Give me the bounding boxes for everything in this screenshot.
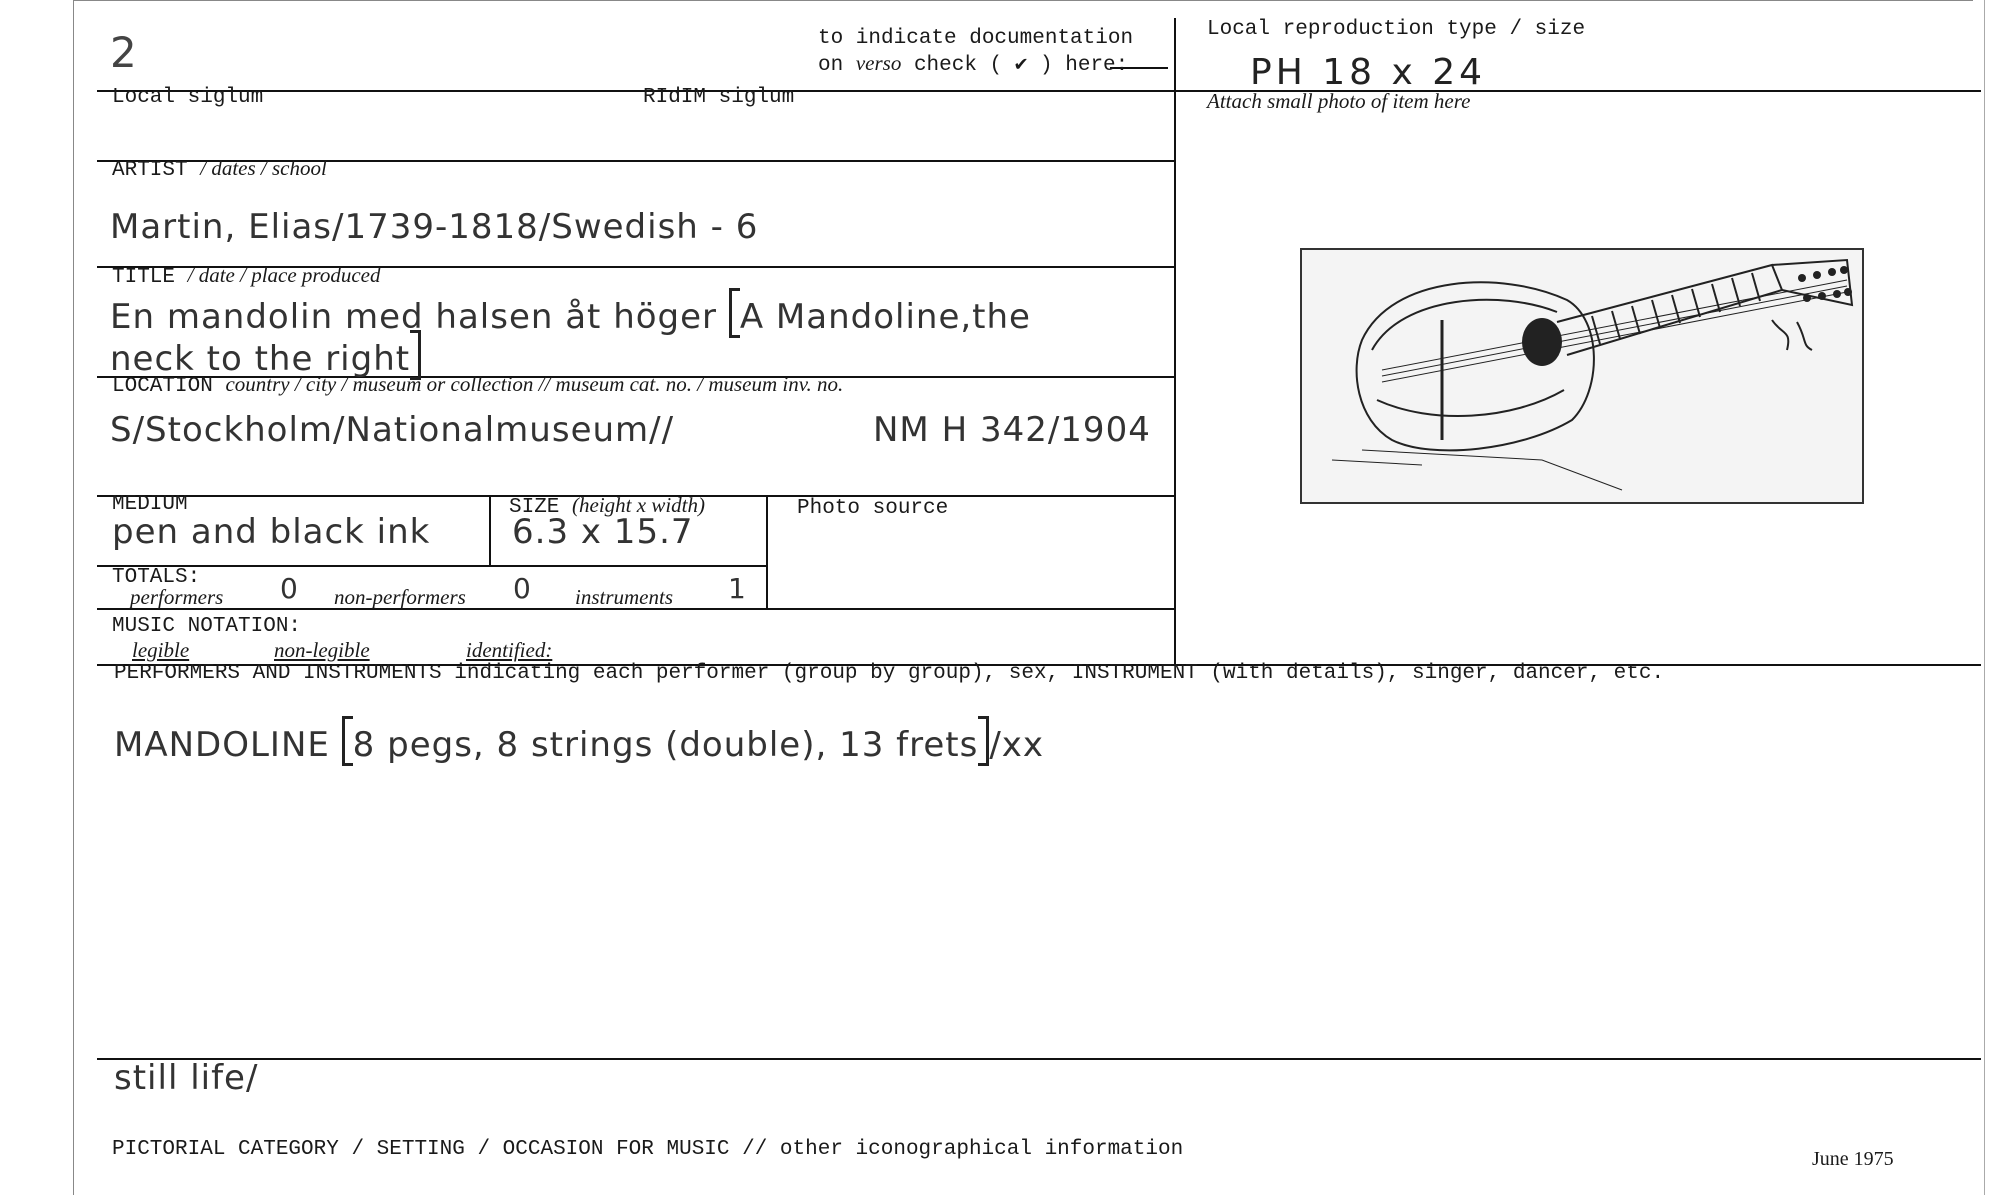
location-value: S/Stockholm/Nationalmuseum//	[110, 410, 675, 450]
tuning-peg	[1833, 290, 1841, 298]
tuning-peg	[1828, 268, 1836, 276]
card-number: 2	[110, 28, 137, 77]
rule-header	[97, 90, 1981, 92]
location-number: NM H 342/1904	[873, 410, 1151, 450]
performers-label: performers	[130, 585, 224, 609]
totals-label: TOTALS:	[112, 566, 201, 589]
tuning-peg	[1844, 288, 1852, 296]
fret	[1692, 289, 1700, 317]
size-value: 6.3 x 15.7	[512, 512, 694, 552]
category-label: PICTORIAL CATEGORY / SETTING / OCCASION FOR MUSIC // other iconographical information	[112, 1138, 1184, 1161]
artist-label: ARTIST / dates / school	[112, 156, 327, 182]
mandolin-sketch	[1302, 250, 1862, 502]
repro-value: PH 18 x 24	[1250, 52, 1487, 93]
repro-label: Local reproduction type / size	[1207, 18, 1586, 41]
size-label: SIZE (height x width)	[509, 493, 706, 519]
tuning-peg	[1803, 294, 1811, 302]
identified-label: identified:	[466, 638, 553, 662]
bracket-open	[729, 288, 740, 338]
instrument-name: MANDOLINE	[114, 725, 330, 765]
mandolin-strings	[1382, 292, 1847, 382]
medium-value: pen and black ink	[112, 512, 431, 552]
mandolin-soundhole	[1522, 318, 1562, 366]
fret	[1712, 284, 1720, 312]
check-icon: ✔	[1014, 54, 1028, 77]
music-notation-label: MUSIC NOTATION:	[112, 615, 302, 638]
card-top-edge	[73, 0, 1973, 1]
ribbon	[1772, 320, 1812, 350]
card-date: June 1975	[1812, 1148, 1894, 1170]
rule-vertical-main	[1174, 18, 1176, 666]
mandolin-rib-lower	[1377, 390, 1564, 416]
mandolin-strings	[1382, 286, 1847, 376]
rule-category	[97, 1058, 1981, 1060]
title-label: TITLE / date / place produced	[112, 263, 381, 289]
legible-label: legible	[132, 638, 190, 662]
bracket-close	[978, 716, 989, 766]
attached-photo	[1300, 248, 1864, 504]
medium-label: MEDIUM	[112, 493, 188, 516]
fret	[1752, 273, 1760, 301]
bracket-open	[342, 716, 353, 766]
verso-instruction-line1: to indicate documentation	[818, 27, 1134, 50]
instrument-details: 8 pegs, 8 strings (double), 13 frets	[352, 725, 979, 765]
instrument-suffix: /xx	[989, 725, 1045, 765]
performers-blank	[252, 608, 312, 609]
title-value-line2: neck to the right	[110, 330, 421, 380]
non-legible-label: non-legible	[274, 638, 370, 662]
tuning-peg	[1798, 274, 1806, 282]
category-value: still life/	[114, 1058, 259, 1098]
instruments-value: 1	[728, 572, 747, 605]
tuning-peg	[1813, 271, 1821, 279]
table-shadow	[1332, 450, 1622, 490]
performers-instruments-label: PERFORMERS AND INSTRUMENTS indicating each performer (group by group), sex, INSTRUMENT (with details), singer, dancer, etc.	[114, 662, 1665, 685]
local-siglum-label: Local siglum	[112, 86, 264, 109]
rule-size-photosource	[766, 495, 768, 610]
fret	[1592, 316, 1600, 344]
verso-instruction-line2: on verso check ( ✔ ) here:	[818, 51, 1129, 77]
card-right-edge	[1984, 0, 1985, 1195]
tuning-peg	[1818, 292, 1826, 300]
ridim-siglum-label: RIdIM siglum	[643, 86, 795, 109]
mandolin-body	[1357, 282, 1594, 450]
photo-label: Attach small photo of item here	[1207, 89, 1471, 113]
location-label: LOCATION country / city / museum or collection // museum cat. no. / museum inv. no.	[112, 372, 844, 398]
card-left-edge	[73, 0, 74, 1195]
tuning-peg	[1840, 266, 1848, 274]
photo-source-label: Photo source	[797, 497, 949, 520]
rule-medium-size	[489, 495, 491, 567]
title-value-line1: En mandolin med halsen åt höger A Mandoline,the	[110, 288, 1031, 338]
performers-value: 0	[280, 572, 299, 605]
non-performers-value: 0	[513, 572, 532, 605]
artist-value: Martin, Elias/1739-1818/Swedish - 6	[110, 207, 759, 247]
instruments-label: instruments	[575, 585, 674, 609]
instrument-entry	[114, 716, 1044, 766]
non-performers-label: non-performers	[334, 585, 466, 609]
